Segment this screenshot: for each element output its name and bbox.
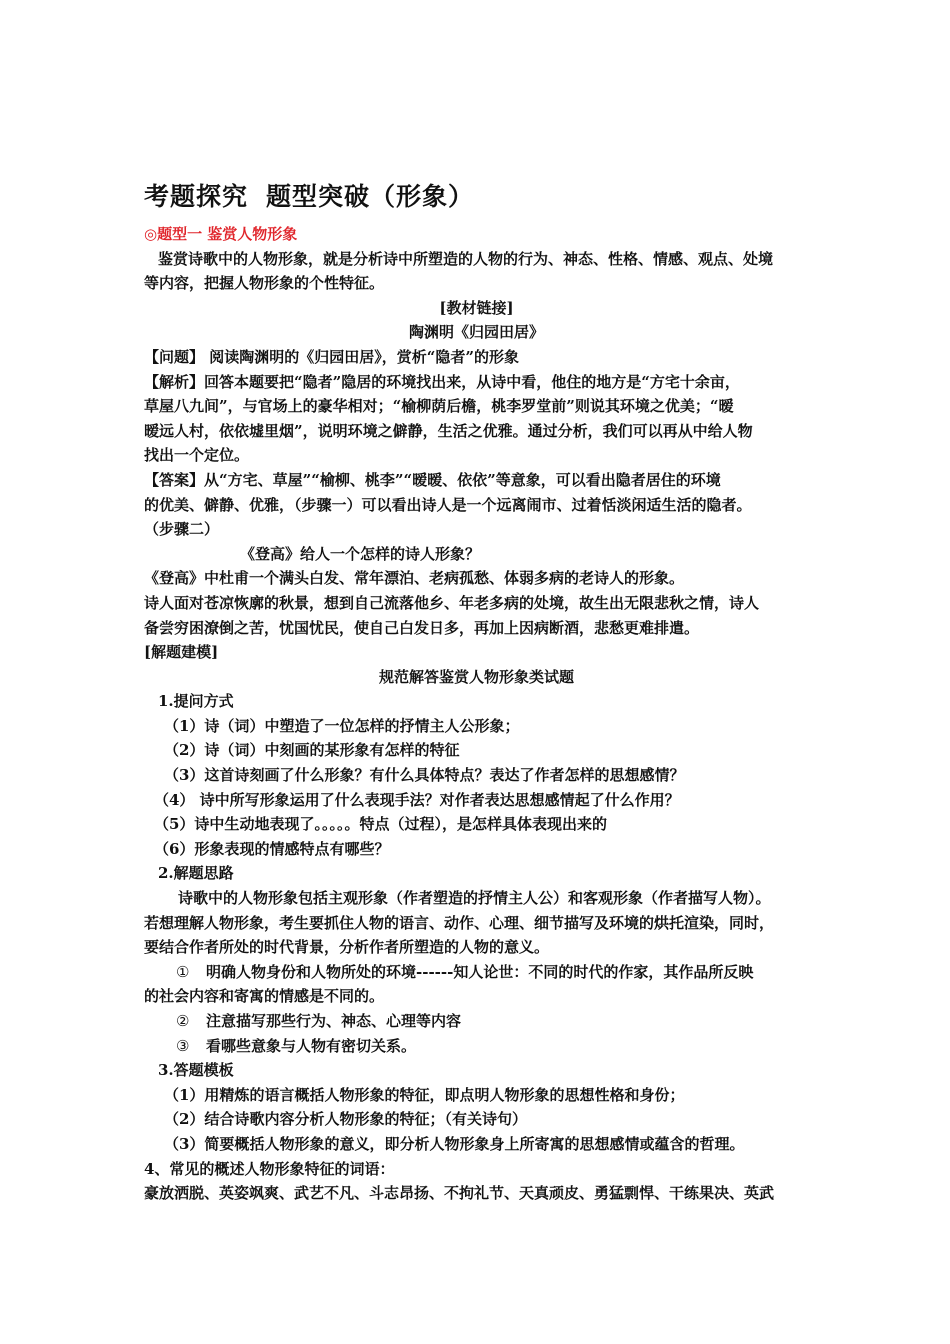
page-title bbox=[144, 178, 809, 222]
ask-item: （1）诗（词）中塑造了一位怎样的抒情主人公形象； bbox=[164, 716, 520, 735]
thinking-heading: 2.解题思路 bbox=[158, 864, 234, 883]
modeling-title: 规范解答鉴赏人物形象类试题 bbox=[378, 667, 574, 686]
modeling-label: [解题建模] bbox=[144, 643, 219, 662]
denggao-question: 《登高》给人一个怎样的诗人形象？ bbox=[240, 544, 481, 563]
point-number: ① bbox=[176, 962, 190, 981]
ask-item: （5）诗中生动地表现了。。。。。特点（过程），是怎样具体表现出来的 bbox=[154, 815, 607, 834]
template-item: （3）简要概括人物形象的意义，即分析人物形象身上所寄寓的思想感情或蕴含的哲理。 bbox=[164, 1134, 745, 1153]
denggao-answer-line: 诗人面对苍凉恢廓的秋景，想到自己流落他乡、年老多病的处境，故生出无限悲秋之情，诗人 bbox=[144, 593, 760, 612]
ask-item: （2）诗（词）中刻画的某形象有怎样的特征 bbox=[164, 741, 460, 760]
words-line: 豪放洒脱、英姿飒爽、武艺不凡、斗志昂扬、不拘礼节、天真顽皮、勇猛剽悍、干练果决、英武 bbox=[144, 1184, 775, 1203]
analysis-line: 草屋八九间”，与官场上的豪华相对；“榆柳荫后檐，桃李罗堂前”则说其环境之优美；“暧 bbox=[144, 397, 734, 416]
thinking-para-line: 若想理解人物形象，考生要抓住人物的语言、动作、心理、细节描写及环境的烘托渲染，同时， bbox=[144, 913, 775, 932]
intro-line: 鉴赏诗歌中的人物形象，就是分析诗中所塑造的人物的行为、神态、性格、情感、观点、处境 bbox=[158, 249, 774, 268]
point-text: 明确人物身份和人物所处的环境------知人论世：不同的时代的作家，其作品所反映 bbox=[206, 962, 754, 981]
point-number: ② bbox=[176, 1012, 190, 1030]
answer-line: 的优美、僻静、优雅，（步骤一）可以看出诗人是一个远离闹市、过着恬淡闲适生活的隐者。 bbox=[144, 495, 752, 514]
point-number: ③ bbox=[176, 1036, 190, 1055]
answer-line: 【答案】从“方宅、草屋”“榆柳、桃李”“暧暧、依依”等意象，可以看出隐者居住的环境 bbox=[144, 470, 721, 489]
denggao-answer-line: 备尝穷困潦倒之苦，忧国忧民，使自己白发日多，再加上因病断酒，悲愁更难排遣。 bbox=[144, 618, 700, 637]
template-heading: 3.答题模板 bbox=[158, 1061, 234, 1080]
title-part-1: 考题探究 bbox=[144, 182, 249, 211]
answer-line: （步骤二） bbox=[144, 520, 220, 539]
ask-item: （6）形象表现的情感特点有哪些？ bbox=[154, 839, 390, 858]
thinking-point bbox=[144, 960, 809, 985]
template-item: （1）用精炼的语言概括人物形象的特征，即点明人物形象的思想性格和身份； bbox=[164, 1085, 685, 1104]
denggao-answer-line: 《登高》中杜甫一个满头白发、常年漂泊、老病孤愁、体弱多病的老诗人的形象。 bbox=[144, 569, 685, 588]
thinking-point bbox=[144, 1009, 809, 1034]
textbook-link-label: [教材链接] bbox=[439, 298, 514, 317]
analysis-line: 找出一个定位。 bbox=[144, 446, 250, 465]
analysis-line: 【解析】回答本题要把“隐者”隐居的环境找出来，从诗中看，他住的地方是“方宅十余亩， bbox=[144, 372, 740, 391]
question-line: 【问题】 阅读陶渊明的《归园田居》，赏析“隐者”的形象 bbox=[144, 347, 519, 366]
section-heading: ◎题型一 鉴赏人物形象 bbox=[144, 225, 298, 243]
ask-item: （3）这首诗刻画了什么形象？有什么具体特点？表达了作者怎样的思想感情？ bbox=[164, 766, 685, 785]
intro-line: 等内容，把握人物形象的个性特征。 bbox=[144, 274, 385, 293]
thinking-para-line: 诗歌中的人物形象包括主观形象（作者塑造的抒情主人公）和客观形象（作者描写人物）。 bbox=[178, 889, 771, 908]
point-text: 看哪些意象与人物有密切关系。 bbox=[206, 1036, 417, 1055]
document-body bbox=[144, 178, 809, 1206]
analysis-line: 暧远人村，依依墟里烟”，说明环境之僻静，生活之优雅。通过分析，我们可以再从中给人物 bbox=[144, 421, 753, 440]
point-text: 注意描写那些行为、神态、心理等内容 bbox=[206, 1012, 462, 1030]
poem-source: 陶渊明《归园田居》 bbox=[408, 323, 544, 342]
ask-heading: 1.提问方式 bbox=[158, 692, 234, 711]
thinking-para-line: 要结合作者所处的时代背景，分析作者所塑造的人物的意义。 bbox=[144, 938, 550, 957]
words-heading: 4、常见的概述人物形象特征的词语： bbox=[144, 1159, 395, 1178]
title-part-2: 题型突破（形象） bbox=[266, 182, 475, 211]
thinking-point-continuation: 的社会内容和寄寓的情感是不同的。 bbox=[144, 987, 385, 1006]
ask-item: （4） 诗中所写形象运用了什么表现手法？对作者表达思想感情起了什么作用？ bbox=[154, 790, 680, 809]
template-item: （2）结合诗歌内容分析人物形象的特征；（有关诗句） bbox=[164, 1110, 527, 1129]
thinking-point bbox=[144, 1034, 809, 1059]
